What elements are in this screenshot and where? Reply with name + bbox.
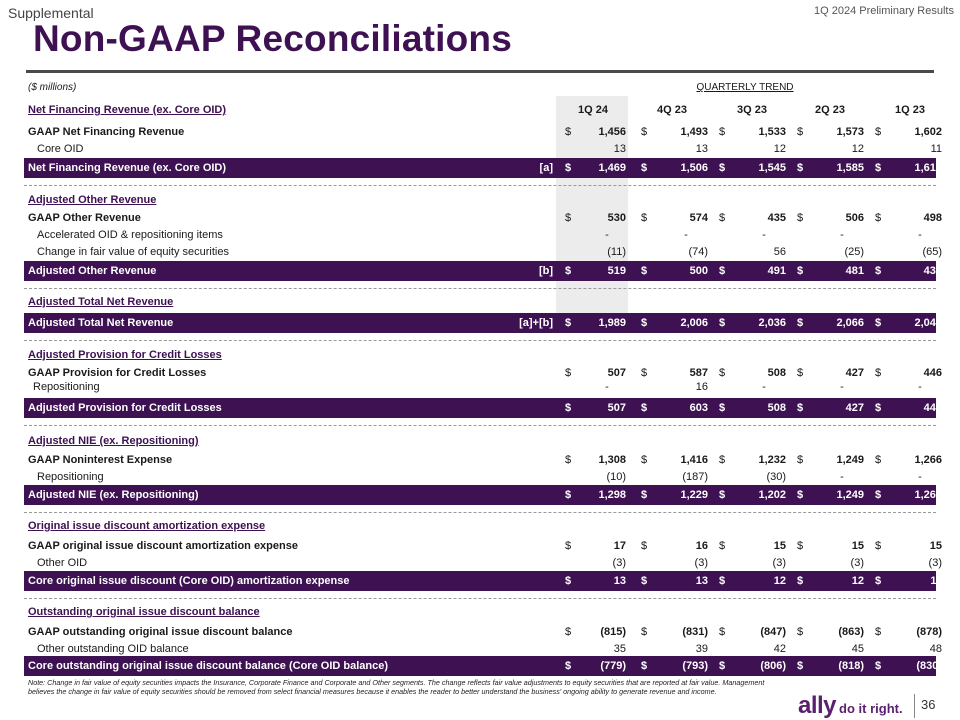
cell-value: (863) — [838, 626, 864, 638]
cell-value: - — [605, 229, 609, 241]
cell-value: 16 — [695, 540, 708, 552]
dollar-sign: $ — [565, 540, 572, 552]
dollar-sign: $ — [719, 212, 726, 224]
table-row — [24, 378, 936, 396]
table-row — [24, 140, 942, 158]
total-value: 13 — [613, 575, 626, 587]
cell-value: (30) — [766, 471, 786, 483]
dollar-sign: $ — [641, 367, 648, 379]
dollar-sign: $ — [875, 212, 882, 224]
total-row — [24, 571, 942, 591]
cell-value: 427 — [845, 367, 864, 379]
row-label: Repositioning — [37, 471, 104, 483]
row-label: GAAP Provision for Credit Losses — [28, 367, 207, 379]
total-value: 519 — [607, 265, 626, 277]
dollar-sign: $ — [719, 626, 726, 638]
total-value: 13 — [695, 575, 708, 587]
dollar-sign: $ — [797, 540, 804, 552]
dollar-sign: $ — [875, 489, 882, 501]
total-value: 491 — [767, 265, 786, 277]
table-row — [24, 123, 942, 141]
row-label: Other outstanding OID balance — [37, 643, 189, 655]
dollar-sign: $ — [719, 402, 726, 414]
dollar-sign: $ — [565, 575, 572, 587]
total-tag: [a] — [539, 162, 553, 174]
cell-value: - — [918, 471, 922, 483]
dollar-sign: $ — [565, 454, 572, 466]
logo-tagline: do it right. — [839, 701, 903, 716]
section-heading: Adjusted Other Revenue — [28, 194, 157, 206]
cell-value: - — [918, 229, 922, 241]
total-row — [24, 485, 942, 505]
total-value: 2,006 — [680, 317, 708, 329]
total-value: 481 — [845, 265, 864, 277]
cell-value: 42 — [773, 643, 786, 655]
total-value: 2,047 — [914, 317, 942, 329]
section-heading: Adjusted Total Net Revenue — [28, 296, 174, 308]
dollar-sign: $ — [719, 660, 726, 672]
section-separator — [24, 340, 936, 341]
dollar-sign: $ — [797, 212, 804, 224]
dollar-sign: $ — [797, 126, 804, 138]
cell-value: 1,416 — [680, 454, 708, 466]
total-value: 12 — [851, 575, 864, 587]
row-label: GAAP outstanding original issue discount balance — [28, 626, 293, 638]
total-value: 1,585 — [836, 162, 864, 174]
dollar-sign: $ — [565, 212, 572, 224]
cell-value: 16 — [695, 381, 708, 393]
dollar-sign: $ — [565, 126, 572, 138]
cell-value: 15 — [929, 540, 942, 552]
cell-value: 1,493 — [680, 126, 708, 138]
cell-value: - — [684, 229, 688, 241]
cell-value: 1,308 — [598, 454, 626, 466]
total-value: 12 — [773, 575, 786, 587]
cell-value: 17 — [613, 540, 626, 552]
dollar-sign: $ — [875, 317, 882, 329]
total-label: Adjusted Provision for Credit Losses — [28, 402, 222, 414]
cell-value: 446 — [923, 367, 942, 379]
table-row — [24, 226, 936, 244]
cell-value: 11 — [930, 143, 942, 155]
dollar-sign: $ — [565, 626, 572, 638]
section-heading: Outstanding original issue discount balance — [28, 606, 260, 618]
section-heading: Adjusted Provision for Credit Losses — [28, 349, 222, 361]
row-label: Other OID — [37, 557, 88, 569]
dollar-sign: $ — [875, 126, 882, 138]
total-value: (793) — [682, 660, 708, 672]
dollar-sign: $ — [875, 540, 882, 552]
dollar-sign: $ — [719, 454, 726, 466]
total-value: 1,202 — [758, 489, 786, 501]
cell-value: 1,456 — [598, 126, 626, 138]
column-header-4q-23: 4Q 23 — [657, 104, 687, 116]
cell-value: - — [762, 229, 766, 241]
section-heading-row — [24, 603, 936, 621]
section-heading-row — [24, 191, 936, 209]
logo-word: ally — [798, 692, 837, 719]
dollar-sign: $ — [875, 575, 882, 587]
section-heading-row — [24, 517, 936, 535]
units-label: ($ millions) — [28, 82, 77, 93]
supplemental-label: Supplemental — [8, 5, 94, 21]
total-value: 446 — [923, 402, 942, 414]
cell-value: 13 — [695, 143, 708, 155]
dollar-sign: $ — [565, 402, 572, 414]
total-value: 1,989 — [598, 317, 626, 329]
cell-value: (3) — [772, 557, 786, 569]
dollar-sign: $ — [565, 660, 572, 672]
dollar-sign: $ — [875, 626, 882, 638]
row-label: GAAP Noninterest Expense — [28, 454, 173, 466]
cell-value: - — [840, 471, 844, 483]
cell-value: (3) — [928, 557, 942, 569]
cell-value: (3) — [850, 557, 864, 569]
row-label: Change in fair value of equity securities — [37, 246, 229, 258]
total-value: (806) — [760, 660, 786, 672]
section-heading-row — [24, 293, 936, 311]
total-value: 1,613 — [914, 162, 942, 174]
cell-value: - — [605, 381, 609, 393]
cell-value: - — [918, 381, 922, 393]
dollar-sign: $ — [641, 626, 648, 638]
dollar-sign: $ — [719, 575, 726, 587]
total-value: 1,266 — [914, 489, 942, 501]
dollar-sign: $ — [565, 367, 572, 379]
dollar-sign: $ — [641, 575, 648, 587]
total-value: 1,249 — [836, 489, 864, 501]
cell-value: 435 — [767, 212, 786, 224]
dollar-sign: $ — [875, 660, 882, 672]
title-divider — [26, 70, 934, 73]
section-heading-row — [24, 101, 936, 119]
table-row — [24, 537, 942, 555]
cell-value: 574 — [689, 212, 708, 224]
cell-value: 508 — [767, 367, 786, 379]
total-value: 427 — [845, 402, 864, 414]
section-heading-row — [24, 432, 936, 450]
total-row — [24, 398, 942, 418]
cell-value: 12 — [773, 143, 786, 155]
cell-value: (815) — [600, 626, 626, 638]
total-value: (779) — [600, 660, 626, 672]
dollar-sign: $ — [797, 402, 804, 414]
dollar-sign: $ — [641, 489, 648, 501]
table-row — [24, 451, 942, 469]
dollar-sign: $ — [797, 265, 804, 277]
total-value: 1,229 — [680, 489, 708, 501]
section-separator — [24, 288, 936, 289]
cell-value: 35 — [613, 643, 626, 655]
cell-value: 1,249 — [836, 454, 864, 466]
cell-value: 15 — [773, 540, 786, 552]
cell-value: 1,573 — [836, 126, 864, 138]
row-label: GAAP Net Financing Revenue — [28, 126, 185, 138]
dollar-sign: $ — [641, 265, 648, 277]
total-value: 500 — [689, 265, 708, 277]
quarterly-trend-label: QUARTERLY TREND — [696, 82, 794, 93]
total-label: Core original issue discount (Core OID) amortization expense — [28, 575, 350, 587]
dollar-sign: $ — [797, 367, 804, 379]
cell-value: - — [840, 381, 844, 393]
cell-value: 12 — [851, 143, 864, 155]
dollar-sign: $ — [719, 265, 726, 277]
dollar-sign: $ — [875, 454, 882, 466]
total-value: (830) — [916, 660, 942, 672]
total-label: Adjusted Total Net Revenue — [28, 317, 174, 329]
total-row — [24, 313, 942, 333]
cell-value: 587 — [689, 367, 708, 379]
row-label: GAAP Other Revenue — [28, 212, 141, 224]
total-label: Core outstanding original issue discount balance (Core OID balance) — [28, 660, 389, 672]
section-heading: Adjusted NIE (ex. Repositioning) — [28, 435, 199, 447]
dollar-sign: $ — [641, 660, 648, 672]
cell-value: (831) — [682, 626, 708, 638]
cell-value: 45 — [851, 643, 864, 655]
cell-value: (10) — [606, 471, 626, 483]
dollar-sign: $ — [797, 162, 804, 174]
dollar-sign: $ — [719, 367, 726, 379]
cell-value: (3) — [612, 557, 626, 569]
total-value: 1,545 — [758, 162, 786, 174]
cell-value: 1,232 — [758, 454, 786, 466]
table-row — [24, 554, 942, 572]
cell-value: 48 — [929, 643, 942, 655]
section-heading: Net Financing Revenue (ex. Core OID) — [28, 104, 227, 116]
total-row — [24, 656, 942, 676]
total-value: 507 — [607, 402, 626, 414]
cell-value: - — [762, 381, 766, 393]
dollar-sign: $ — [641, 212, 648, 224]
total-value: 603 — [689, 402, 708, 414]
cell-value: 506 — [845, 212, 864, 224]
table-row — [24, 209, 942, 227]
dollar-sign: $ — [797, 626, 804, 638]
page-number: 36 — [921, 697, 936, 712]
total-value: 1,506 — [680, 162, 708, 174]
cell-value: - — [840, 229, 844, 241]
dollar-sign: $ — [875, 162, 882, 174]
dollar-sign: $ — [797, 575, 804, 587]
total-value: 11 — [930, 575, 942, 587]
row-label: Accelerated OID & repositioning items — [37, 229, 223, 241]
dollar-sign: $ — [641, 540, 648, 552]
preliminary-results-label: 1Q 2024 Preliminary Results — [813, 5, 954, 17]
column-header-2q-23: 2Q 23 — [815, 104, 845, 116]
table-row — [24, 623, 942, 641]
dollar-sign: $ — [719, 540, 726, 552]
section-heading-row — [24, 346, 936, 364]
dollar-sign: $ — [797, 317, 804, 329]
total-tag: [b] — [538, 265, 553, 277]
dollar-sign: $ — [719, 489, 726, 501]
total-label: Adjusted NIE (ex. Repositioning) — [28, 489, 199, 501]
dollar-sign: $ — [565, 162, 572, 174]
section-heading: Original issue discount amortization expense — [28, 520, 266, 532]
total-label: Adjusted Other Revenue — [28, 265, 157, 277]
section-separator — [24, 185, 936, 186]
total-row — [24, 261, 942, 281]
total-value: (818) — [838, 660, 864, 672]
section-separator — [24, 598, 936, 599]
cell-value: 507 — [607, 367, 626, 379]
total-value: 2,066 — [836, 317, 864, 329]
dollar-sign: $ — [875, 402, 882, 414]
cell-value: (11) — [607, 246, 626, 258]
cell-value: (3) — [694, 557, 708, 569]
cell-value: (847) — [760, 626, 786, 638]
cell-value: (878) — [916, 626, 942, 638]
dollar-sign: $ — [565, 317, 572, 329]
ally-logo — [798, 692, 903, 720]
cell-value: 498 — [923, 212, 942, 224]
cell-value: 1,533 — [758, 126, 786, 138]
dollar-sign: $ — [565, 265, 572, 277]
total-value: 2,036 — [758, 317, 786, 329]
cell-value: 1,266 — [914, 454, 942, 466]
page-number-divider — [914, 694, 915, 718]
section-separator — [24, 512, 936, 513]
cell-value: 56 — [773, 246, 786, 258]
dollar-sign: $ — [797, 489, 804, 501]
dollar-sign: $ — [641, 402, 648, 414]
cell-value: 39 — [695, 643, 708, 655]
total-value: 1,298 — [598, 489, 626, 501]
dollar-sign: $ — [797, 660, 804, 672]
dollar-sign: $ — [641, 454, 648, 466]
total-label: Net Financing Revenue (ex. Core OID) — [28, 162, 227, 174]
row-label: GAAP original issue discount amortization expense — [28, 540, 298, 552]
cell-value: 13 — [613, 143, 626, 155]
cell-value: (74) — [688, 246, 708, 258]
dollar-sign: $ — [875, 367, 882, 379]
dollar-sign: $ — [875, 265, 882, 277]
dollar-sign: $ — [797, 454, 804, 466]
total-tag: [a]+[b] — [519, 317, 553, 329]
dollar-sign: $ — [641, 126, 648, 138]
dollar-sign: $ — [719, 162, 726, 174]
cell-value: (25) — [844, 246, 864, 258]
total-value: 508 — [767, 402, 786, 414]
cell-value: 1,602 — [914, 126, 942, 138]
total-value: 433 — [923, 265, 942, 277]
table-row — [24, 243, 942, 261]
row-label: Core OID — [37, 143, 84, 155]
cell-value: (65) — [922, 246, 942, 258]
footnote: Note: Change in fair value of equity securities impacts the Insurance, Corporate Finance and Corporate and Other segments. The change reflects fair value adjustments to equity securities that are reported at fair value. Management believes the change in fair value of equity securities should be removed from select financial measures because it enables the reader to better understand the business' ongoing ability to generate revenue and income. — [28, 678, 765, 696]
row-label: Repositioning — [33, 381, 100, 393]
table-row — [24, 468, 936, 486]
page-title: Non-GAAP Reconciliations — [33, 18, 513, 59]
total-row — [24, 158, 942, 178]
section-separator — [24, 425, 936, 426]
cell-value: 530 — [607, 212, 626, 224]
cell-value: (187) — [682, 471, 708, 483]
dollar-sign: $ — [641, 162, 648, 174]
dollar-sign: $ — [641, 317, 648, 329]
dollar-sign: $ — [719, 126, 726, 138]
cell-value: 15 — [851, 540, 864, 552]
dollar-sign: $ — [565, 489, 572, 501]
total-value: 1,469 — [598, 162, 626, 174]
column-header-1q-23: 1Q 23 — [895, 104, 925, 116]
dollar-sign: $ — [719, 317, 726, 329]
column-header-1q-24: 1Q 24 — [578, 104, 608, 116]
column-header-3q-23: 3Q 23 — [737, 104, 767, 116]
